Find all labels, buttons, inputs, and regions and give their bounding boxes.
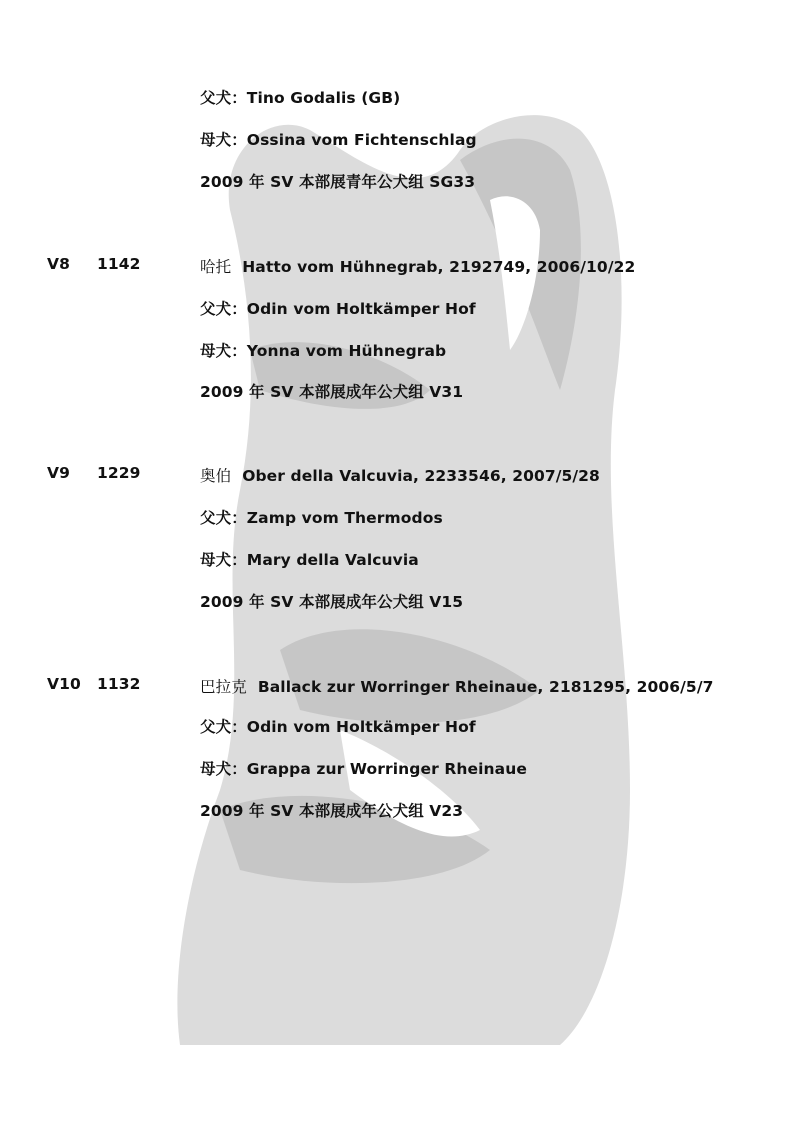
dam-line: 母犬：Yonna vom Hühnegrab	[200, 342, 447, 360]
dam-line: 母犬：Mary della Valcuvia	[200, 551, 419, 569]
entry-number: 1132	[97, 675, 141, 693]
dam-line: 母犬：Ossina vom Fichtenschlag	[200, 131, 477, 149]
entry-rank: V9	[47, 464, 70, 482]
entry-number: 1142	[97, 255, 141, 273]
sire-line: 父犬：Odin vom Holtkämper Hof	[200, 718, 476, 736]
dog-head-watermark-icon	[160, 90, 640, 1050]
entry-number: 1229	[97, 464, 141, 482]
result-line: 2009 年 SV 本部展成年公犬组 V15	[200, 593, 464, 611]
entry-dog-line	[200, 464, 600, 486]
result-line: 2009 年 SV 本部展成年公犬组 V23	[200, 802, 464, 820]
entry-dog-line	[200, 675, 713, 697]
dam-line: 母犬：Grappa zur Worringer Rheinaue	[200, 760, 527, 778]
dog-chinese-name: 奥伯	[200, 467, 232, 485]
entry-rank: V8	[47, 255, 70, 273]
dog-chinese-name: 巴拉克	[200, 678, 247, 696]
entry-dog-line	[200, 255, 635, 277]
dog-registration: Ober della Valcuvia, 2233546, 2007/5/28	[242, 467, 600, 485]
result-line: 2009 年 SV 本部展青年公犬组 SG33	[200, 173, 476, 191]
dog-chinese-name: 哈托	[200, 258, 232, 276]
entry-rank: V10	[47, 675, 81, 693]
dog-registration: Ballack zur Worringer Rheinaue, 2181295, 2006/5/7	[257, 678, 714, 696]
sire-line: 父犬：Tino Godalis (GB)	[200, 89, 401, 107]
sire-line: 父犬：Zamp vom Thermodos	[200, 509, 443, 527]
result-line: 2009 年 SV 本部展成年公犬组 V31	[200, 383, 464, 401]
dog-registration: Hatto vom Hühnegrab, 2192749, 2006/10/22	[242, 258, 636, 276]
sire-line: 父犬：Odin vom Holtkämper Hof	[200, 300, 476, 318]
